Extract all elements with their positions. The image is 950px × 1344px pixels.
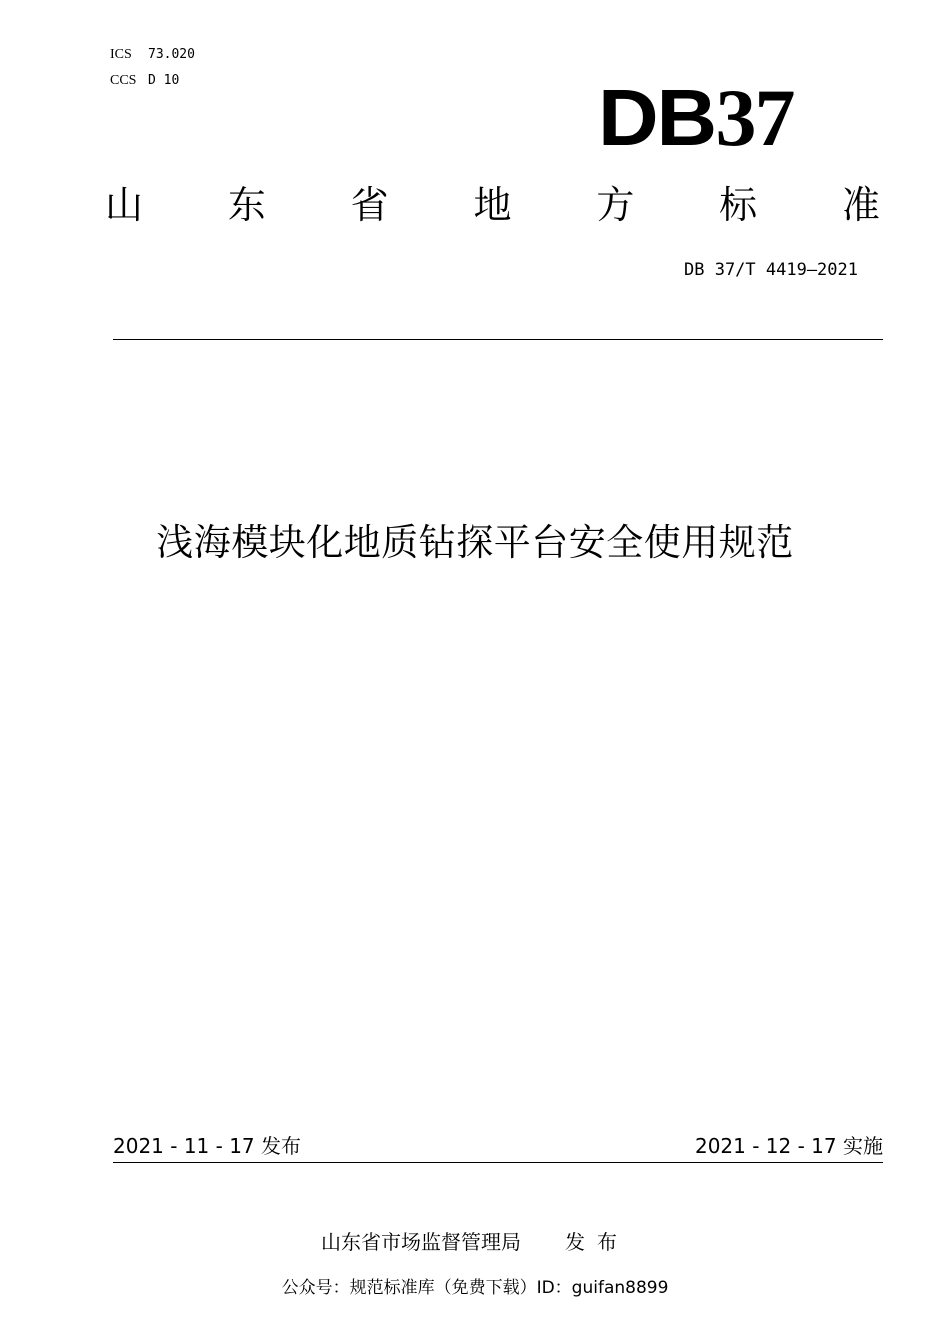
db37-logo [598,72,794,163]
issue-date: 2021 - 11 - 17 发布 [113,1134,302,1158]
ccs-value: D 10 [148,73,180,88]
standard-type-char: 方 [596,183,635,227]
standard-type-heading [105,180,880,230]
issuer-action: 发布 [565,1230,629,1254]
standard-type-char: 地 [473,183,512,227]
issuer-name: 山东省市场监督管理局 [321,1230,521,1254]
footer-note: 公众号：规范标准库（免费下载）ID：guifan8899 [281,1278,669,1298]
standard-type-char: 标 [719,183,758,227]
logo-number: 37 [715,72,794,163]
issuer-line [0,1228,950,1256]
ccs-label: CCS [110,73,137,88]
header-divider [113,339,883,340]
logo-letters: DB [598,73,716,162]
standard-type-char: 东 [227,183,266,227]
standard-type-char: 山 [105,183,144,227]
standard-type-char: 省 [350,183,389,227]
standard-code: DB 37/T 4419—2021 [684,260,858,280]
implement-date: 2021 - 12 - 17 实施 [694,1134,883,1158]
footer-divider [113,1162,883,1163]
standard-type-char: 准 [841,183,880,227]
ccs-row [110,71,179,90]
ics-label: ICS [110,47,132,62]
ics-row [110,45,195,64]
document-title: 浅海模块化地质钻探平台安全使用规范 [156,521,794,564]
ics-value: 73.020 [148,47,195,62]
